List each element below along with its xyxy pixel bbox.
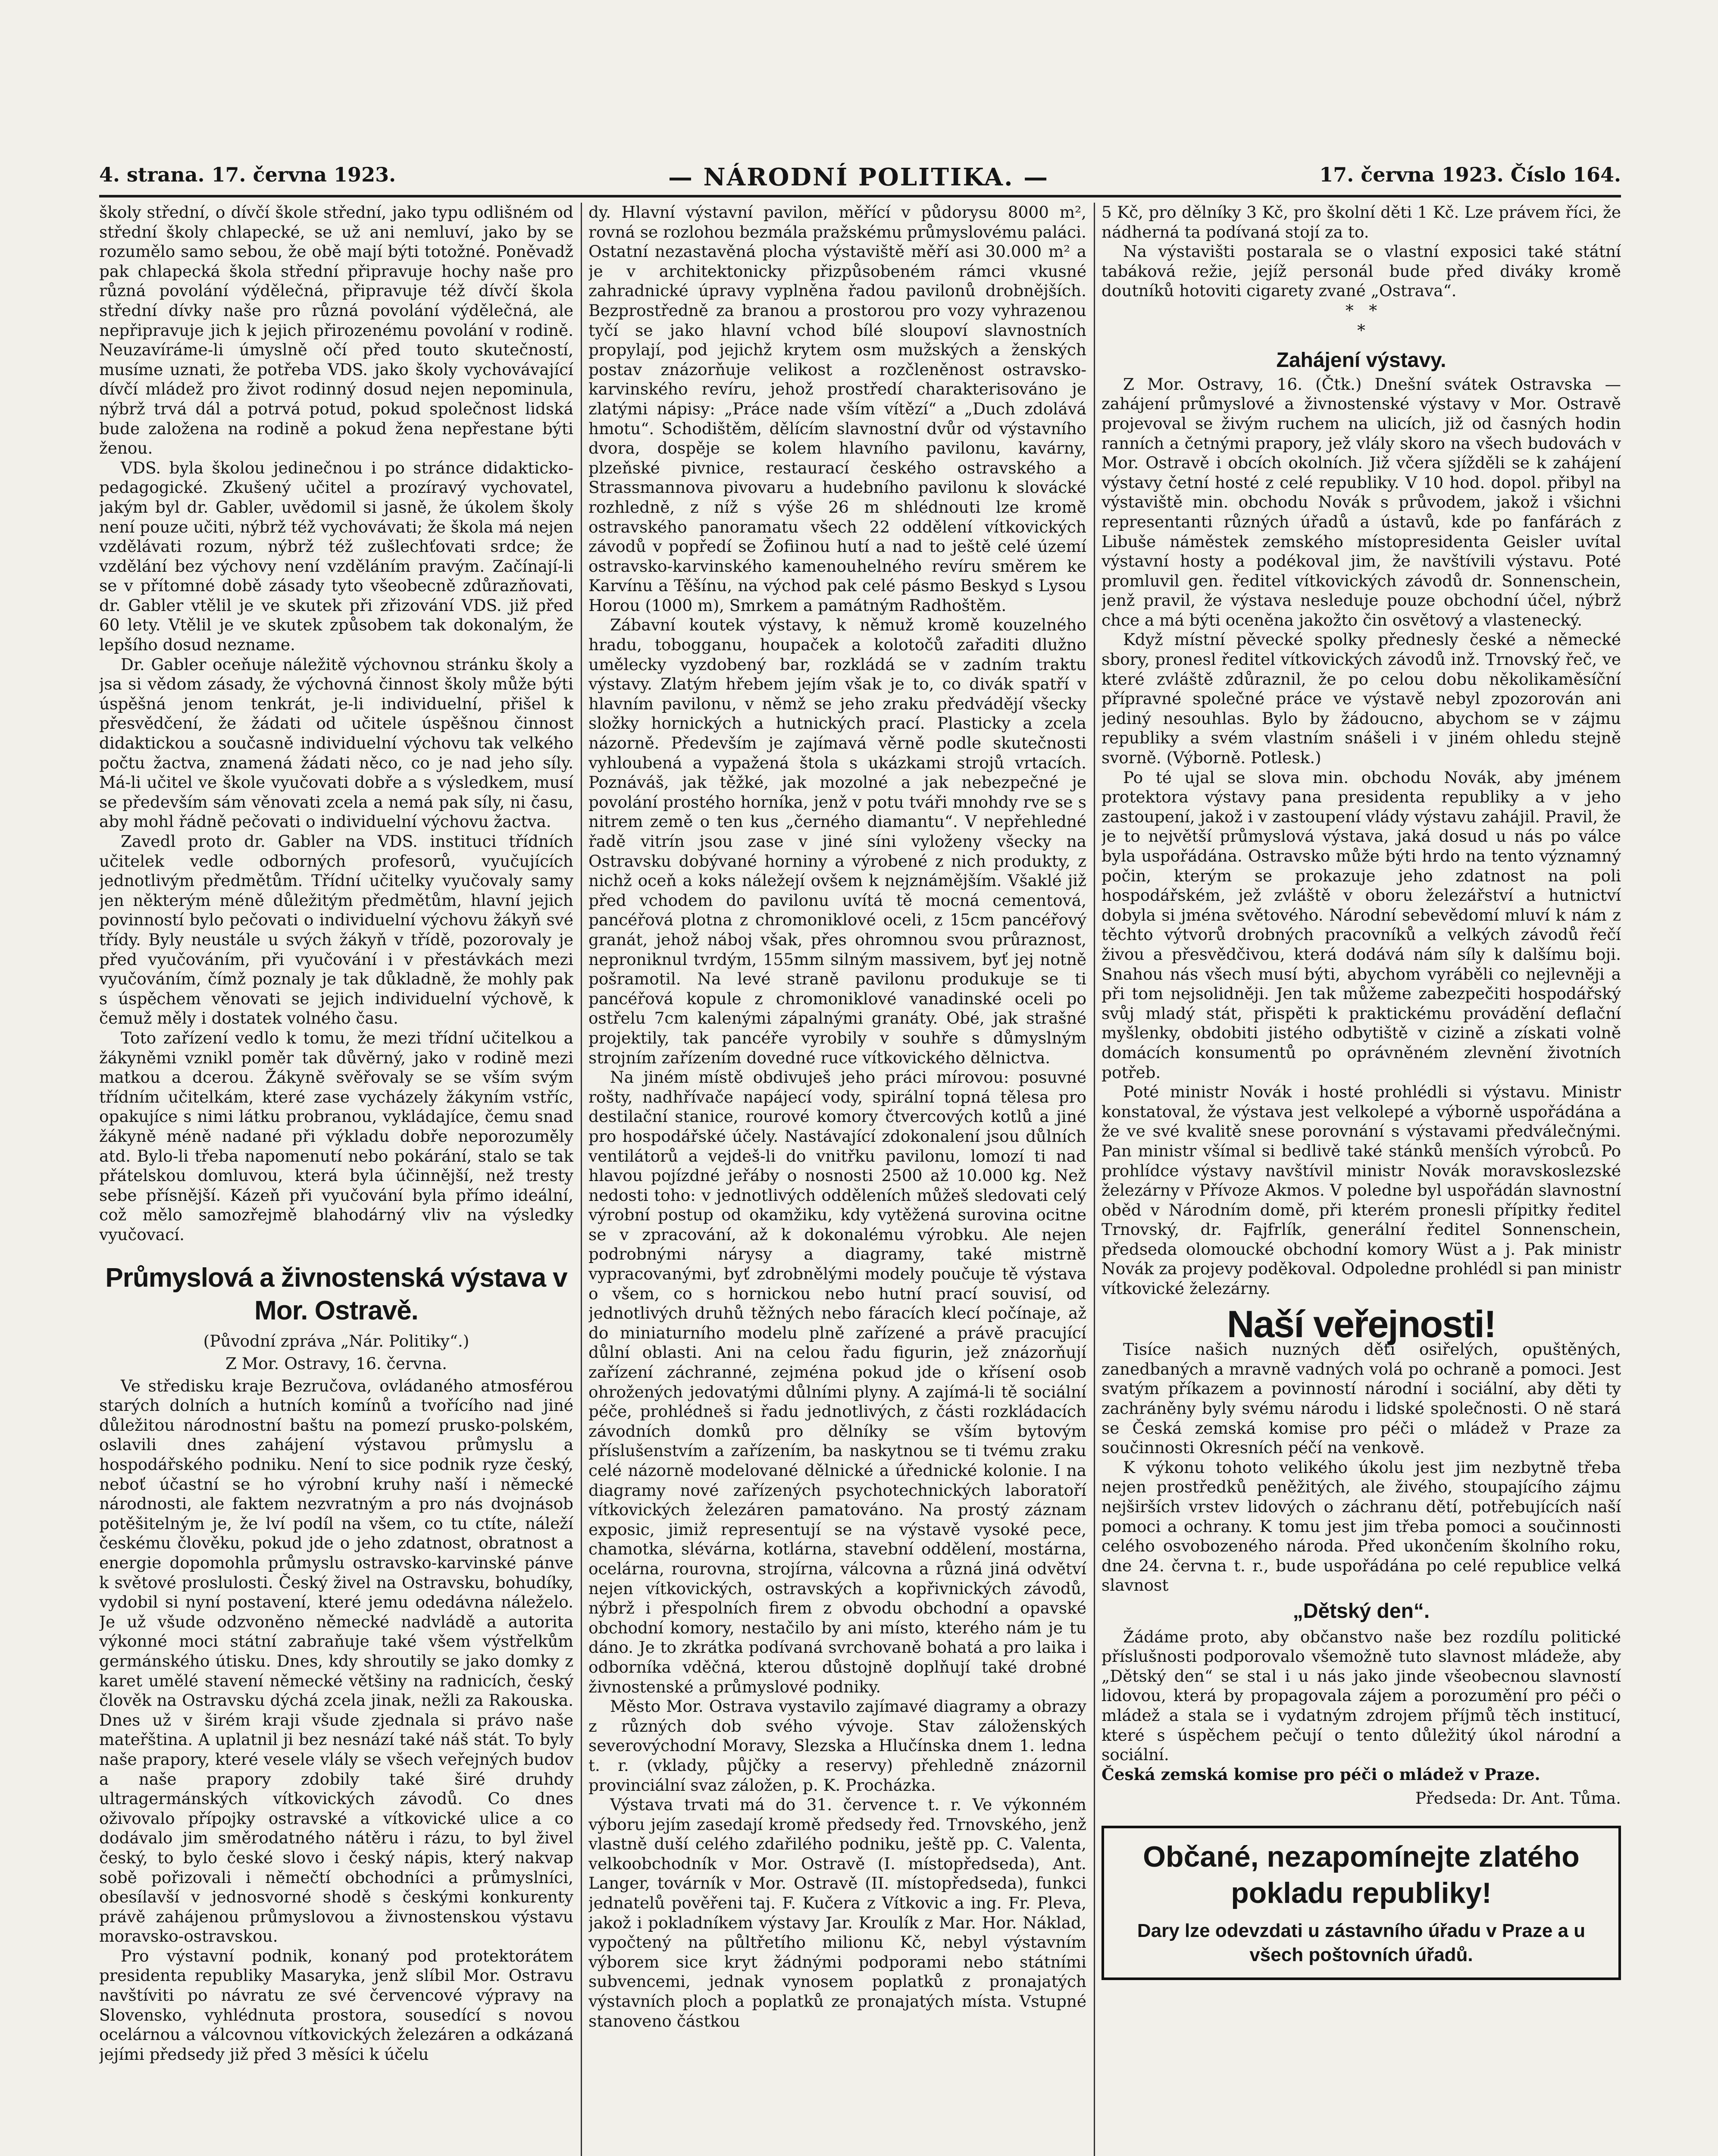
- paragraph: Žádáme proto, aby občanstvo naše bez rozdílu politické příslušnosti podporovalo všemožně tuto slavnost mládeže, aby „Dětský den“ se stal i u nás jako jinde všeobecnou slavností lidovou, která by propagovala zájem a porozumění pro péči o mládež a stala se i vydatným zdrojem příjmů těch institucí, které s úspěchem pečují o tento důležitý úkol národní a sociální.: [1102, 1627, 1621, 1764]
- section-subhead: Zahájení výstavy.: [1276, 349, 1446, 372]
- paragraph: Město Mor. Ostrava vystavilo zajímavé diagramy a obrazy z různých dob svého vývoje. Stav záloženských severovýchodní Moravy, Slezska a Hlučínska dnem 1. ledna t. r. (vklady, půjčky a reservy) přehledně znázornil provinciální svaz záložen, p. K. Procházka.: [588, 1697, 1086, 1795]
- paragraph: Dr. Gabler oceňuje náležitě výchovnou stránku školy a jsa si vědom zásady, že výchovná činnost školy může býti úspěšná jenom tenkrát, je-li individuelní, přišel k přesvědčení, že žádati od učitele úspěšnou činnost didaktickou a současně individuelní výchovu tak velkého počtu žactva, znamená žádati něco, co je nad jeho síly. Má-li učitel ve škole vyučovati dobře a s výsledkem, musí se především sám věnovati zcela a nemá pak síly, ni času, aby mohl řádně pečovati o individuelní výchovu žactva.: [99, 655, 573, 831]
- column-1: [99, 203, 573, 2156]
- paragraph: Na výstavišti postarala se o vlastní exposici také státní tabáková režie, jejíž personál bude před diváky kromě doutníků hotoviti cigarety zvané „Ostrava“.: [1102, 242, 1621, 301]
- paragraph: Toto zařízení vedlo k tomu, že mezi třídní učitelkou a žákyněmi vznikl poměr tak důvěrný, jako v rodině mezi matkou a dcerou. Žákyně svěřovaly se se vším svým třídním učitelkám, které zase vycházely žákyním vstříc, opakujíce s nimi látku probranou, vykládajíce, čemu snad žákyně méně nadané při výkladu dobře neporozuměly atd. Bylo-li třeba napomenutí nebo pokárání, stalo se tak přátelskou domluvou, která byla účinnější, než tresty sebe přísnější. Kázeň při vyučování byla přímo ideální, což mělo samozřejmě blahodárný vliv na výsledky vyučovací.: [99, 1028, 573, 1244]
- header-masthead: — NÁRODNÍ POLITIKA. —: [668, 163, 1049, 191]
- paragraph: Zavedl proto dr. Gabler na VDS. instituci třídních učitelek vedle odborných profesorů, vyučujících jednotlivým předmětům. Třídní učitelky vyučovaly samy jen některým méně důležitým předmětům, hlavní jejich povinností bylo pečovati o individuelní výchovu žákyň své třídy. Byly neustále u svých žákyň v třídě, pozorovaly je před vyučováním, při vyučování i v přestávkách mezi vyučováním, čímž poznaly je tak důkladně, že mohly pak s úspěchem věnovati se jejich individuelní výchově, k čemuž měly i dostatek volného času.: [99, 832, 573, 1028]
- signature: Předseda: Dr. Ant. Tůma.: [1415, 1789, 1621, 1808]
- paragraph: Když místní pěvecké spolky přednesly české a německé sbory, pronesl ředitel vítkovických závodů inž. Trnovský řeč, ve které zvláště zdůraznil, že po celou dobu několikaměsíční přípravné společné práce ve výstavě nebyl zpozorován ani jediný nesouhlas. Bylo by žádoucno, abychom se v zájmu republiky a svém vlastním snášeli i v jiném ohledu stejně svorně. (Výborně. Potlesk.): [1102, 630, 1621, 768]
- header-rule: [99, 195, 1621, 197]
- signature-organization: Česká zemská komise pro péči o mládež v Praze.: [1102, 1764, 1540, 1784]
- dateline: Z Mor. Ostravy, 16. června.: [225, 1354, 447, 1373]
- paragraph: Z Mor. Ostravy, 16. (Čtk.) Dnešní svátek Ostravska — zahájení průmyslové a živnostenské výstavy v Mor. Ostravě projevoval se živým ruchem na ulicích, již od časných hodin ranních a četnými prapory, jež vlály skoro na všech budovách v Mor. Ostravě i obcích okolních. Již včera sjížděli se k zahájení výstavy četní hosté z celé republiky. V 10 hod. dopol. přibyl na výstaviště min. obchodu Novák s průvodem, jakož i všichni representanti různých úřadů a ústavů, kde po fanfárách z Libuše náměstek zemského místopresidenta Geisler uvítal výstavní hosty a podékoval jim, že navštívili výstavu. Poté promluvil gen. ředitel vítkovických závodů dr. Sonnenschein, jenž pravil, že výstava nesleduje pouze obchodní účel, nýbrž chce a má býti oceněna jakožto čin osvětový a vlastenecký.: [1102, 374, 1621, 630]
- childrens-day-title: „Dětský den“.: [1292, 1599, 1430, 1623]
- advertisement-box: [1102, 1826, 1621, 1980]
- paragraph: Poté ministr Novák i hosté prohlédli si výstavu. Ministr konstatoval, že výstava jest velkolepé a výborně uspořádána a že ve své kvalitě snese porovnání s výstavami předválečnými. Pan ministr všímal si bedlivě také stánků menších výrobců. Po prohlídce výstavy navštívil ministr Novák moravskoslezské železárny v Přívoze Akmos. V poledne byl uspořádán slavnostní oběd v Národním domě, při kterém pronesli přípitky ředitel Trnovský, dr. Fajfrlík, generální ředitel Sonnenschein, předseda olomoucké obchodní komory Wüst a j. Pak ministr Novák za projevy poděkoval. Odpoledne prohlédl si pan ministr vítkovické železárny.: [1102, 1082, 1621, 1298]
- paragraph: Zábavní koutek výstavy, k němuž kromě kouzelného hradu, tobogganu, houpaček a kolotočů zařaditi dlužno umělecky vyzdobený bar, rozkládá se v zadním traktu výstavy. Zlatým hřebem jejím však je to, co divák spatří v hlavním pavilonu, v němž se jeho zraku předvádějí všecky složky hornických a hutnických prací. Plasticky a zcela názorně. Především je zajímavá věrně podle skutečnosti vyhloubená a vypažená štola s ukázkami strojů vrtacích. Poznáváš, jak těžké, jak mozolné a jak nebezpečné je povolání prostého horníka, jenž v potu tváři mnohdy rve se s nitrem země o ten kus „černého diamantu“. V nepřehledné řadě vitrín jsou zase v jiné síni vyloženy všecky na Ostravsku dobývané horniny a výrobené z nich produkty, z nichž oceň a koks náležejí ovšem k nejznámějším. Všaklé již před vchodem do pavilonu uvítá tě mocná cementová, pancéřová plotna z chromoniklové oceli, z 15cm pancéřový granát, jehož náboj však, přes ohromnou svou průraznost, neproniknul tvrdým, 155mm silným massivem, byť jej notně pošramotil. Na levé straně pavilonu produkuje se ti pancéřová kopule z chromoniklové vanadinské oceli po ostřelu 7cm kalenými zápalnými granáty. Obé, jak strašné projektily, tak pancéře vyrobily v souhře s důmyslným strojním zařízením dovedné ruce vítkovického dělnictva.: [588, 615, 1086, 1067]
- paragraph: dy. Hlavní výstavní pavilon, měřící v půdorysu 8000 m², rovná se rozlohou bezmála pražskému průmyslovému paláci. Ostatní nezastavěná plocha výstaviště měří asi 30.000 m² a je v architektonicky přizpůsobeném rámci vkusné zahradnické úpravy vyplněna řadou pavilonů drobnějších. Bezprostředně za branou a prostorou pro vozy vyhrazenou tyčí se jako hlavní vchod bílé sloupoví slavnostních propylají, pod jejichž krytem osm mužských a ženských postav znázorňuje velikost a rozčleněnost ostravsko-karvinského revíru, jehož prostředí charakterisováno je zlatými nápisy: „Práce nade vším vítězí“ a „Duch zdolává hmotu“. Schodištěm, dělícím slavnostní dvůr od výstavního dvora, dospěje se kolem hlavního pavilonu, kavárny, plzeňské pivnice, restaurací českého ostravského a Strassmannova pivovaru a hudebního pavilonu k slovácké rozhledně, z níž s výše 26 m shlédnouti lze kromě ostravského panoramatu všech 22 oddělení vítkovických závodů v popředí se Žofiinou hutí a nad to ještě celé území ostravsko-karvinského kamenouhelného revíru směrem ke Karvínu a Těšínu, na východ pak celé pásmo Beskyd s Lysou Horou (1000 m), Smrkem a památným Radhoštěm.: [588, 203, 1086, 615]
- column-divider-2: [1094, 203, 1095, 2156]
- paragraph: Ve středisku kraje Bezručova, ovládaného atmosférou starých dolních a hutních komínů a tvořícího nad jiné důležitou národnostní baštu na pomezí prusko-polském, oslavili dnes zahájení výstavou průmyslu a hospodářského podniku. Není to sice podnik ryze český, neboť účastní se ho výrobní kruhy naší i německé národnosti, ale faktem nezvratným a pro nás dvojnásob potěšitelným je, že lví podíl na všem, co tu ctíte, náleží českému člověku, pokud jde o jeho zdatnost, obratnost a energie dopomohla průmyslu ostravsko-karvinské pánve k světové proslulosti. Český živel na Ostravsku, bohudíky, vydobil si nyní postavení, které jemu odedávna náleželo. Je už všude odzvoněno německé nadvládě a autorita výkonné moci státní zabraňuje také všem výstřelkům germánského útisku. Dnes, kdy shroutily se jako domky z karet umělé stavení německé většiny na radnicích, český člověk na Ostravsku dýchá zcela jinak, nežli za Rakouska. Dnes už v širém kraji všude zjednala si právo naše mateřština. A uplatnil ji bez nesnází také náš stát. To byly naše prapory, které vesele vlály se všech veřejných budov a naše prapory zdobily také širé druhdy ultragermánských vítkovických závodů. Co dnes oživovalo přípojky ostravské a vítkovické ulice a co dodávalo jim směrodatného nátěru i rázu, to byl živel český, to bylo české slovo i český nápis, který nakvap sobě pořizovali i němečtí obchodníci a průmyslníci, obesílavší v jednosvorné shodě s českými konkurenty právě zahájenou průmyslovou a živnostenskou výstavu moravsko-ostravskou.: [99, 1376, 573, 1946]
- paragraph: školy střední, o dívčí škole střední, jako typu odlišném od střední školy chlapecké, se už ani nemluví, jako by se rozumělo samo sebou, že obě mají býti totožné. Poněvadž pak chlapecká škola střední připravuje hochy naše pro různá povolání výdělečná, připravuje též dívčí škola střední dívky naše pro různá povolání výdělečná, ale nepřipravuje jich k jejich přirozenému povolání v rodině. Neuzavíráme-li úmyslně očí před touto skutečností, musíme uznati, že potřeba VDS. jako školy vychovávající dívčí mládež pro život rodinný dosud nejen nepominula, nýbrž trvá dál a potrvá potud, pokud společnost lidská bude založena na rodině a pokud žena nepřestane býti ženou.: [99, 203, 573, 458]
- paragraph: VDS. byla školou jedinečnou i po stránce didakticko-pedagogické. Zkušený učitel a prozíravý vychovatel, jakým byl dr. Gabler, uvědomil si jasně, že úkolem školy není pouze učiti, nýbrž též vychovávati; že škola má nejen vzdělávati rozum, nýbrž též zušlechťovati srdce; že vzdělání bez výchovy není vzděláním pravým. Začínají-li se v přítomné době zásady tyto všeobecně zdůrazňovati, dr. Gabler vtělil je ve skutek při zřizování VDS. již před 60 lety. Vtělil je ve skutek způsobem tak dokonalým, že lepšího dosud nezname.: [99, 458, 573, 655]
- paragraph: Tisíce našich nuzných dětí osiřelých, opuštěných, zanedbaných a mravně vadných volá po ochraně a pomoci. Jest svatým příkazem a povinností národní i sociální, aby děti ty zachráněny byly svému národu i lidské společnosti. O ně stará se Česká zemská komise pro péči o mládež v Praze za součinnosti Okresních péčí na venkově.: [1102, 1340, 1621, 1457]
- paragraph: 5 Kč, pro dělníky 3 Kč, pro školní děti 1 Kč. Lze právem říci, že nádherná ta podívaná stojí za to.: [1102, 203, 1621, 241]
- column-divider-1: [581, 203, 582, 2156]
- paragraph: Po té ujal se slova min. obchodu Novák, aby jménem protektora výstavy pana presidenta republiky a v jeho zastoupení, jakož i v zastoupení vlády výstavu zahájil. Pravil, že je to největší průmyslová výstava, jaká dosud u nás po válce byla uspořádána. Ostravsko může býti hrdo na tento významný počin, kterým se prokazuje jeho zdatnost na poli hospodářském, jež zvláště v oboru železářství a hutnictví dobyla si jména světového. Národní sebevědomí mluví k nám z těchto výtvorů drobných pracovníků a velkých závodů řečí živou a přesvědčivou, která dodává nám síly k dalšímu boji. Snahou nás všech musí býti, abychom vyráběli co nejlevněji a při tom nejsolidněji. Jen tak můžeme zabezpečiti hospodářský svůj mladý stát, přispěti k praktickému provádění deflační myšlenky, obdobiti jistého odbytiště v cizině a získati volně domácích konsumentů po oprávněném zlevnění životních potřeb.: [1102, 768, 1621, 1082]
- header-page-date: 4. strana. 17. června 1923.: [99, 163, 396, 186]
- advertisement-title: Občané, nezapomínejte zlatého pokladu republiky!: [1143, 1840, 1580, 1909]
- separator-asterisks: * * *: [1345, 301, 1377, 340]
- paragraph: K výkonu tohoto velikého úkolu jest jim nezbytně třeba nejen prostředků peněžitých, ale živého, stoupajícího zájmu nejširších vrstev lidových o záchranu dětí, potřebujících naší pomoci a ochrany. K tomu jest jim třeba pomoci a součinnosti celého osvobozeného národa. Před ukončením školního roku, dne 24. června t. r., bude uspořádána po celé republice velká slavnost: [1102, 1457, 1621, 1595]
- article-title: Průmyslová a živnostenská výstava v Mor. Ostravě.: [105, 1263, 567, 1326]
- paragraph: Pro výstavní podnik, konaný pod protektorátem presidenta republiky Masaryka, jenž slíbil Mor. Ostravu navštíviti po návratu ze své červencové výpravy na Slovensko, vyhlédnuta prostora, sousedící s novou ocelárnou a válcovnou vítkovických železáren a odkázaná jejími předsedy již před 3 měsíci k účelu: [99, 1946, 573, 2064]
- column-2: [588, 203, 1086, 2156]
- paragraph: Výstava trvati má do 31. července t. r. Ve výkonném výboru jejím zasedají kromě předsedy řed. Trnovského, jenž vlastně duší celého zdařilého podniku, ještě pp. C. Valenta, velkoobchodník v Mor. Ostravě (I. místopředseda), Ant. Langer, továrník v Mor. Ostravě (II. místopředseda), funkci jednatelů pověřeni taj. F. Kučera z Vítkovic a ing. Fr. Pleva, jakož i pokladníkem výstavy Jar. Kroulík z Mar. Hor. Náklad, vypočtený na půltřetího milionu Kč, nebyl výstavním výborem sice kryt žádnými podporami nebo státními subvencemi, jednak vynosem poplatků z pronajatých výstavních ploch a poplatků ze pronajatých místa. Vstupné stanoveno částkou: [588, 1795, 1086, 2031]
- header-issue-number: 17. června 1923. Číslo 164.: [1319, 163, 1621, 186]
- appeal-title: Naší veřejnosti!: [1227, 1302, 1496, 1345]
- source-note: (Původní zpráva „Nár. Politiky“.): [203, 1332, 469, 1351]
- advertisement-text: Dary lze odevzdati u zástavního úřadu v Praze a u všech poštovních úřadů.: [1137, 1920, 1586, 1965]
- paragraph: Na jiném místě obdivuješ jeho práci mírovou: posuvné rošty, nadhřívače napájecí vody, spirální topná tělesa pro destilační stanice, rourové komory čtvercových kotlů a jiné pro hospodářské účely. Nastávající zdokonalení jsou důlních ventilátorů a vejdeš-li do vnitřku pavilonu, lomozí ti nad hlavou pojízdné jeřáby o nosnosti 2500 až 10.000 kg. Než nedosti toho: v jednotlivých odděleních můžeš sledovati celý výrobní postup od okamžiku, kdy vytěžená surovina ocitne se v zpracování, až k dokonalému výrobku. Ale nejen podrobnými nárysy a diagramy, také mistrně vypracovanými, byť zdrobnělými modely poučuje tě výstava o všem, co s hornickou nebo hutní prací souvisí, od jednotlivých druhů těžných nebo fáracích klecí počínaje, až do miniaturního modelu plně zařízené a právě pracující důlní oblasti. Ani na celou řadu figurin, jež znázorňují zařízení záchranné, zejména pokud jde o křísení osob ohrožených jedovatými důlními plyny. A zajímá-li tě sociální péče, prohlédneš si řadu jednotlivých, z části rozkládacích závodních domků pro dělníky se vším bytovým příslušenstvím a zařízením, ba naskytnou se ti tvému zraku celé názorně modelované dělnické a úřednické kolonie. I na diagramy nové zařízených psychotechnických laboratoří vítkovických železáren pamatováno. Na prostý záznam exposic, jimiž representují se na výstavě vysoké pece, chamotka, slévárna, kotlárna, stavební oddělení, mostárna, ocelárna, rourovna, strojírna, válcovna a různá jiná odvětví nejen vítkovických, ostravských a kopřivnických závodů, nýbrž i přespolních firem z obvodu obchodní a opavské obchodní komory, nestačilo by ani místo, kterého nám je tu dáno. Je to zkrátka podívaná svrchovaně bohatá a pro laika i odborníka vděčná, kterou důstojně doplňují také drobné živnostenské a průmyslové podniky.: [588, 1068, 1086, 1696]
- column-3: [1102, 203, 1621, 2156]
